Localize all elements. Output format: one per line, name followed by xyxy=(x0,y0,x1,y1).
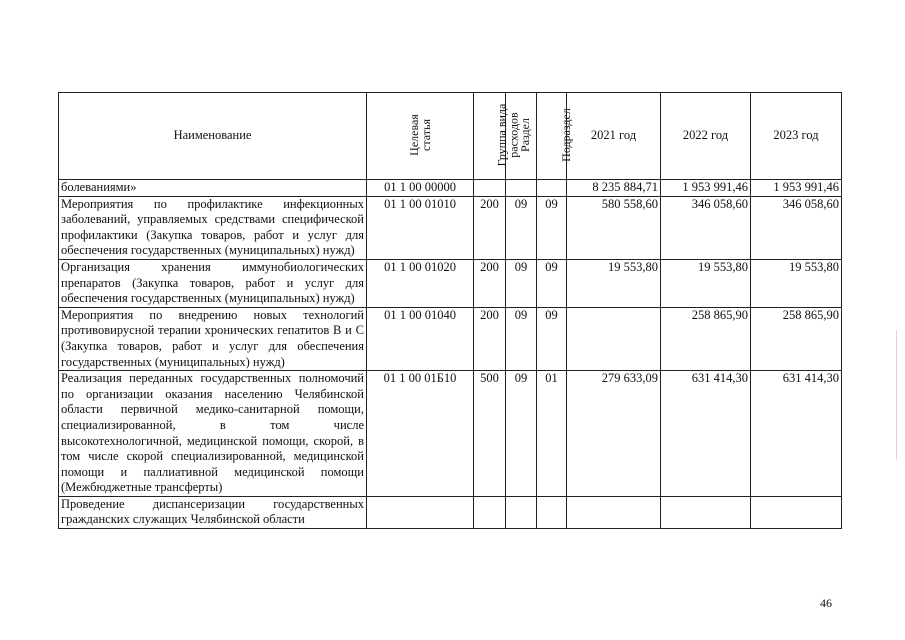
table-row xyxy=(59,196,842,259)
row-subsection: 09 xyxy=(537,307,567,370)
header-2022: 2022 год xyxy=(661,93,751,180)
row-name: Мероприятия по внедрению новых технологий противовирусной терапии хронических гепатитов В и С (Закупка товаров, работ и услуг для обеспечения государственных (муниципальных) нужд) xyxy=(59,307,367,370)
table-header-row xyxy=(59,93,842,180)
header-2023: 2023 год xyxy=(751,93,842,180)
row-subsection: 09 xyxy=(537,259,567,307)
table-row xyxy=(59,371,842,497)
row-2022: 258 865,90 xyxy=(661,307,751,370)
row-expense-group: 200 xyxy=(474,196,506,259)
scan-edge-mark xyxy=(896,330,897,460)
row-target-article: 01 1 00 00000 xyxy=(367,180,474,197)
row-expense-group: 200 xyxy=(474,259,506,307)
header-expense-group: Группа вида расходов xyxy=(474,93,506,180)
row-target-article xyxy=(367,496,474,528)
table-row xyxy=(59,259,842,307)
row-section: 09 xyxy=(506,196,537,259)
row-name: Мероприятия по профилактике инфекционных заболеваний, управляемых средствами специфической профилактики (Закупка товаров, работ и услуг для обеспечения государственных (муниципальных) нужд) xyxy=(59,196,367,259)
header-target-article: Целевая статья xyxy=(367,93,474,180)
row-2022 xyxy=(661,496,751,528)
row-2022: 19 553,80 xyxy=(661,259,751,307)
budget-table xyxy=(58,92,842,529)
row-subsection xyxy=(537,496,567,528)
row-2023: 19 553,80 xyxy=(751,259,842,307)
row-2023: 1 953 991,46 xyxy=(751,180,842,197)
row-subsection: 09 xyxy=(537,196,567,259)
row-section: 09 xyxy=(506,259,537,307)
row-section xyxy=(506,180,537,197)
row-2023: 631 414,30 xyxy=(751,371,842,497)
row-name: Реализация переданных государственных полномочий по организации оказания населению Челябинской области первичной медико-санитарной помощи, специализированной, в том числе высокотехнологичной, медицинской помощи, скорой, в том числе скорой специализированной, медицинской помощи и паллиативной медицинской помощи (Межбюджетные трансферты) xyxy=(59,371,367,497)
row-target-article: 01 1 00 01Б10 xyxy=(367,371,474,497)
row-2021 xyxy=(567,496,661,528)
row-name: Организация хранения иммунобиологических препаратов (Закупка товаров, работ и услуг для обеспечения государственных (муниципальных) нужд) xyxy=(59,259,367,307)
row-2023: 258 865,90 xyxy=(751,307,842,370)
row-section: 09 xyxy=(506,371,537,497)
row-2022: 631 414,30 xyxy=(661,371,751,497)
table-row xyxy=(59,496,842,528)
row-2021: 580 558,60 xyxy=(567,196,661,259)
row-subsection xyxy=(537,180,567,197)
table-row xyxy=(59,180,842,197)
row-section xyxy=(506,496,537,528)
row-expense-group: 500 xyxy=(474,371,506,497)
row-2021 xyxy=(567,307,661,370)
row-name: Проведение диспансеризации государственных гражданских служащих Челябинской области xyxy=(59,496,367,528)
row-section: 09 xyxy=(506,307,537,370)
row-2021: 19 553,80 xyxy=(567,259,661,307)
header-subsection: Подраздел xyxy=(537,93,567,180)
row-2023: 346 058,60 xyxy=(751,196,842,259)
table-row xyxy=(59,307,842,370)
row-expense-group xyxy=(474,496,506,528)
header-2021: 2021 год xyxy=(567,93,661,180)
row-2022: 346 058,60 xyxy=(661,196,751,259)
row-2021: 279 633,09 xyxy=(567,371,661,497)
header-name: Наименование xyxy=(59,93,367,180)
row-2022: 1 953 991,46 xyxy=(661,180,751,197)
row-name: болеваниями» xyxy=(59,180,367,197)
row-subsection: 01 xyxy=(537,371,567,497)
row-target-article: 01 1 00 01040 xyxy=(367,307,474,370)
row-target-article: 01 1 00 01020 xyxy=(367,259,474,307)
row-expense-group: 200 xyxy=(474,307,506,370)
row-expense-group xyxy=(474,180,506,197)
row-2023 xyxy=(751,496,842,528)
header-section: Раздел xyxy=(506,93,537,180)
row-2021: 8 235 884,71 xyxy=(567,180,661,197)
row-target-article: 01 1 00 01010 xyxy=(367,196,474,259)
page-number: 46 xyxy=(820,596,832,610)
